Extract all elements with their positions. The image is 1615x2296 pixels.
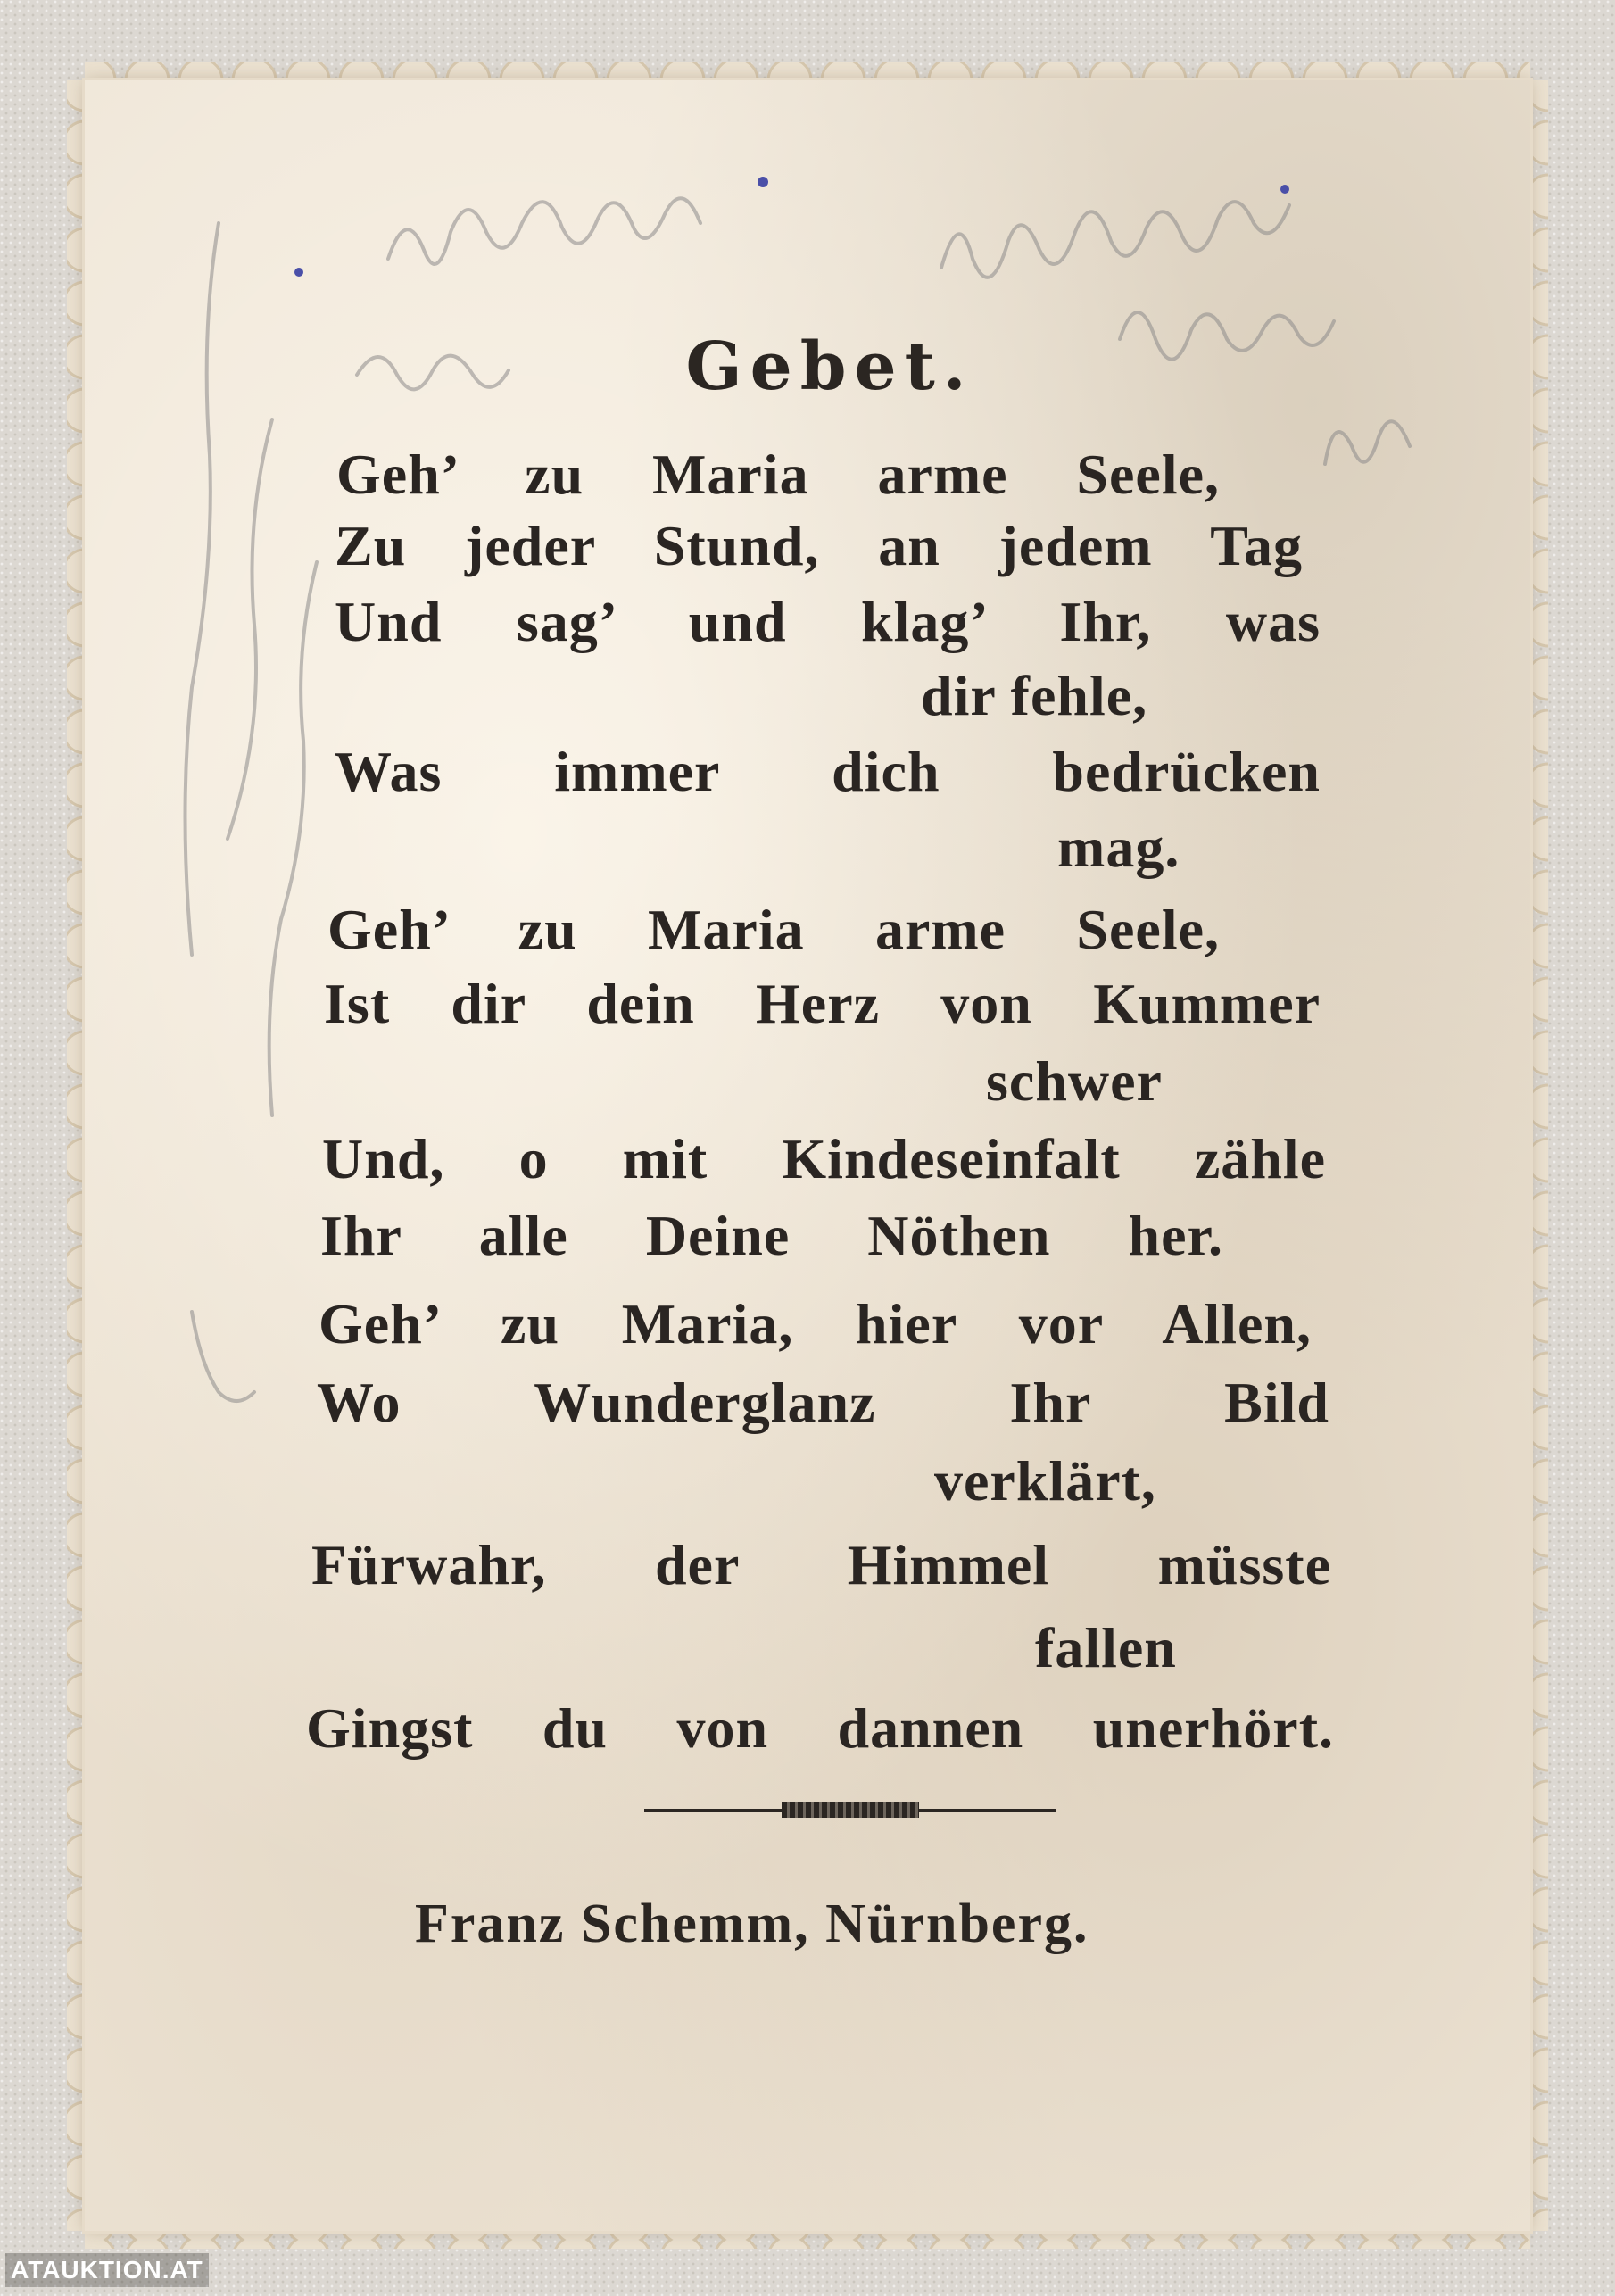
poem-line: schwer xyxy=(986,1049,1163,1113)
poem-line: Wo Wunderglanz Ihr Bild xyxy=(317,1371,1329,1434)
poem-line: Ist dir dein Herz von Kummer xyxy=(324,972,1321,1035)
poem-line: Und, o mit Kindeseinfalt zähle xyxy=(322,1127,1326,1190)
poem-line: Geh’ zu Maria arme Seele, xyxy=(336,443,1220,506)
poem-line: fallen xyxy=(1035,1616,1177,1679)
poem-line: Zu jeder Stund, an jedem Tag xyxy=(335,514,1303,577)
poem-line: Geh’ zu Maria, hier vor Allen, xyxy=(319,1292,1312,1355)
poem-line: mag. xyxy=(1057,816,1180,879)
poem-line: Und sag’ und klag’ Ihr, was xyxy=(335,590,1321,653)
publisher-imprint: Franz Schemm, Nürnberg. xyxy=(415,1894,1089,1954)
card-title: Gebet. xyxy=(685,328,974,405)
poem-line: Geh’ zu Maria arme Seele, xyxy=(327,898,1220,961)
divider-ornament xyxy=(782,1802,919,1818)
poem-line: Fürwahr, der Himmel müsste xyxy=(311,1533,1331,1596)
poem-line: verklärt, xyxy=(934,1449,1156,1513)
watermark: ATAUKTION.AT xyxy=(5,2253,209,2287)
poem-line: dir fehle, xyxy=(921,664,1148,727)
poem-line: Was immer dich bedrücken xyxy=(335,740,1321,803)
poem-line: Ihr alle Deine Nöthen her. xyxy=(320,1204,1223,1267)
poem-line: Gingst du von dannen unerhört. xyxy=(306,1696,1334,1760)
